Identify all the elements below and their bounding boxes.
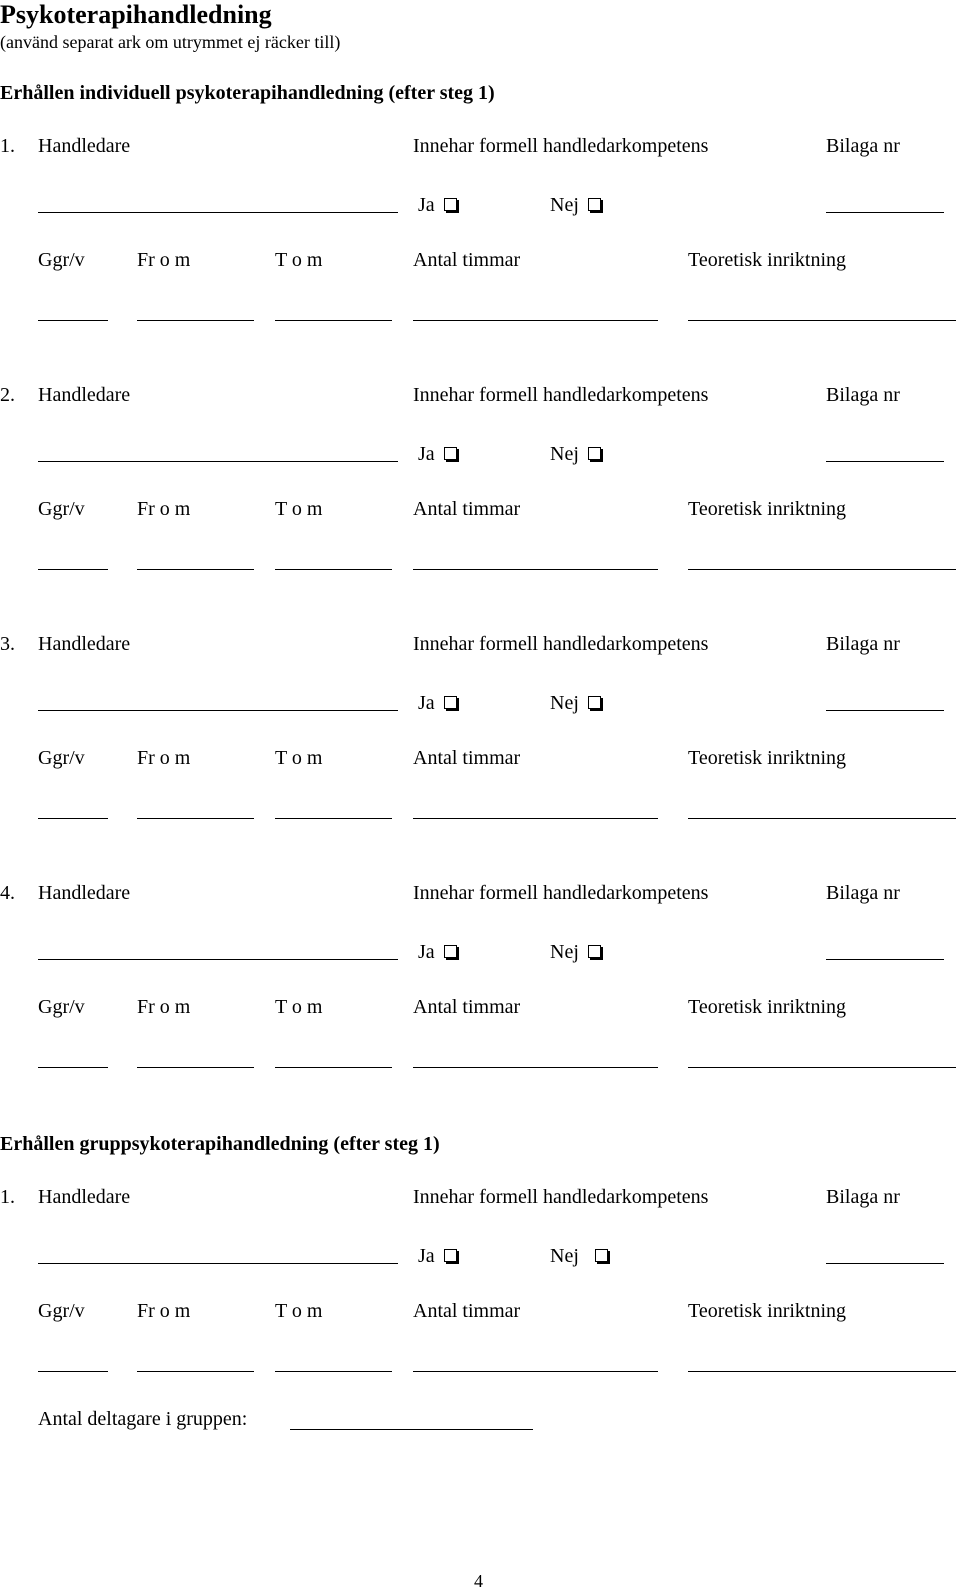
- no-checkbox[interactable]: [588, 198, 601, 211]
- orientation-field[interactable]: [688, 1067, 956, 1068]
- no-label: Nej: [550, 941, 579, 963]
- supervisor-name-field[interactable]: [38, 461, 398, 462]
- orientation-field[interactable]: [688, 569, 956, 570]
- competence-label: Innehar formell handledarkompetens: [413, 882, 709, 904]
- from-date-field[interactable]: [137, 1067, 254, 1068]
- orientation-label: Teoretisk inriktning: [688, 1300, 847, 1322]
- no-option[interactable]: [550, 940, 601, 964]
- yes-label: Ja: [418, 443, 435, 465]
- no-option[interactable]: [550, 442, 601, 466]
- times-per-week-label: Ggr/v: [38, 1300, 85, 1322]
- attachment-label: Bilaga nr: [826, 135, 900, 157]
- to-date-label: T o m: [275, 996, 323, 1018]
- hours-label: Antal timmar: [413, 747, 521, 769]
- from-date-label: Fr o m: [137, 249, 191, 271]
- yes-checkbox[interactable]: [444, 447, 457, 460]
- supervisor-label: Handledare: [38, 135, 131, 157]
- attachment-label: Bilaga nr: [826, 882, 900, 904]
- attachment-label: Bilaga nr: [826, 1186, 900, 1208]
- participants-label: Antal deltagare i gruppen:: [38, 1408, 248, 1430]
- to-date-label: T o m: [275, 249, 323, 271]
- page-title: Psykoterapihandledning: [0, 0, 272, 29]
- yes-checkbox[interactable]: [444, 1249, 457, 1262]
- from-date-field[interactable]: [137, 818, 254, 819]
- attachment-number-field[interactable]: [826, 1263, 944, 1264]
- no-checkbox[interactable]: [588, 447, 601, 460]
- from-date-field[interactable]: [137, 569, 254, 570]
- competence-label: Innehar formell handledarkompetens: [413, 633, 709, 655]
- supervisor-name-field[interactable]: [38, 1263, 398, 1264]
- hours-label: Antal timmar: [413, 249, 521, 271]
- no-label: Nej: [550, 1245, 579, 1267]
- hours-field[interactable]: [413, 1067, 658, 1068]
- yes-option[interactable]: [418, 1244, 457, 1268]
- to-date-label: T o m: [275, 747, 323, 769]
- to-date-label: T o m: [275, 498, 323, 520]
- times-per-week-label: Ggr/v: [38, 996, 85, 1018]
- yes-option[interactable]: [418, 940, 457, 964]
- hours-field[interactable]: [413, 320, 658, 321]
- participants-field[interactable]: [290, 1429, 533, 1430]
- orientation-label: Teoretisk inriktning: [688, 996, 847, 1018]
- from-date-label: Fr o m: [137, 498, 191, 520]
- yes-label: Ja: [418, 941, 435, 963]
- supervisor-label: Handledare: [38, 1186, 131, 1208]
- yes-checkbox[interactable]: [444, 945, 457, 958]
- page-number: 4: [474, 1571, 483, 1591]
- times-per-week-field[interactable]: [38, 818, 108, 819]
- orientation-field[interactable]: [688, 818, 956, 819]
- orientation-field[interactable]: [688, 1371, 956, 1372]
- hours-label: Antal timmar: [413, 1300, 521, 1322]
- to-date-field[interactable]: [275, 818, 392, 819]
- supervisor-label: Handledare: [38, 633, 131, 655]
- orientation-label: Teoretisk inriktning: [688, 747, 847, 769]
- to-date-field[interactable]: [275, 320, 392, 321]
- yes-checkbox[interactable]: [444, 696, 457, 709]
- supervisor-name-field[interactable]: [38, 959, 398, 960]
- to-date-field[interactable]: [275, 1371, 392, 1372]
- yes-label: Ja: [418, 1245, 435, 1267]
- supervisor-name-field[interactable]: [38, 710, 398, 711]
- section-heading-group: Erhållen gruppsykoterapihandledning (efter steg 1): [0, 1133, 440, 1155]
- no-label: Nej: [550, 443, 579, 465]
- supervisor-label: Handledare: [38, 882, 131, 904]
- times-per-week-field[interactable]: [38, 1371, 108, 1372]
- supervisor-number: 2.: [0, 384, 15, 406]
- attachment-number-field[interactable]: [826, 212, 944, 213]
- attachment-number-field[interactable]: [826, 959, 944, 960]
- orientation-label: Teoretisk inriktning: [688, 498, 847, 520]
- attachment-number-field[interactable]: [826, 461, 944, 462]
- no-option[interactable]: [550, 1244, 608, 1268]
- supervisor-number: 1.: [0, 135, 15, 157]
- supervisor-name-field[interactable]: [38, 212, 398, 213]
- no-checkbox[interactable]: [588, 696, 601, 709]
- to-date-field[interactable]: [275, 569, 392, 570]
- page-subtitle: (använd separat ark om utrymmet ej räcker till): [0, 32, 341, 52]
- times-per-week-field[interactable]: [38, 569, 108, 570]
- yes-option[interactable]: [418, 193, 457, 217]
- attachment-number-field[interactable]: [826, 710, 944, 711]
- supervisor-number: 4.: [0, 882, 15, 904]
- competence-label: Innehar formell handledarkompetens: [413, 135, 709, 157]
- no-option[interactable]: [550, 193, 601, 217]
- competence-label: Innehar formell handledarkompetens: [413, 1186, 709, 1208]
- no-checkbox[interactable]: [588, 945, 601, 958]
- to-date-field[interactable]: [275, 1067, 392, 1068]
- from-date-label: Fr o m: [137, 747, 191, 769]
- supervisor-number: 1.: [0, 1186, 15, 1208]
- orientation-label: Teoretisk inriktning: [688, 249, 847, 271]
- times-per-week-label: Ggr/v: [38, 747, 85, 769]
- hours-label: Antal timmar: [413, 996, 521, 1018]
- no-option[interactable]: [550, 691, 601, 715]
- yes-label: Ja: [418, 194, 435, 216]
- yes-option[interactable]: [418, 442, 457, 466]
- no-label: Nej: [550, 692, 579, 714]
- times-per-week-label: Ggr/v: [38, 498, 85, 520]
- from-date-field[interactable]: [137, 320, 254, 321]
- attachment-label: Bilaga nr: [826, 384, 900, 406]
- from-date-field[interactable]: [137, 1371, 254, 1372]
- hours-field[interactable]: [413, 1371, 658, 1372]
- attachment-label: Bilaga nr: [826, 633, 900, 655]
- times-per-week-label: Ggr/v: [38, 249, 85, 271]
- yes-checkbox[interactable]: [444, 198, 457, 211]
- hours-field[interactable]: [413, 818, 658, 819]
- hours-field[interactable]: [413, 569, 658, 570]
- competence-label: Innehar formell handledarkompetens: [413, 384, 709, 406]
- times-per-week-field[interactable]: [38, 1067, 108, 1068]
- section-heading-individual: Erhållen individuell psykoterapihandledning (efter steg 1): [0, 82, 495, 104]
- supervisor-label: Handledare: [38, 384, 131, 406]
- no-checkbox[interactable]: [595, 1249, 608, 1262]
- to-date-label: T o m: [275, 1300, 323, 1322]
- yes-label: Ja: [418, 692, 435, 714]
- orientation-field[interactable]: [688, 320, 956, 321]
- supervisor-number: 3.: [0, 633, 15, 655]
- times-per-week-field[interactable]: [38, 320, 108, 321]
- no-label: Nej: [550, 194, 579, 216]
- yes-option[interactable]: [418, 691, 457, 715]
- hours-label: Antal timmar: [413, 498, 521, 520]
- from-date-label: Fr o m: [137, 996, 191, 1018]
- from-date-label: Fr o m: [137, 1300, 191, 1322]
